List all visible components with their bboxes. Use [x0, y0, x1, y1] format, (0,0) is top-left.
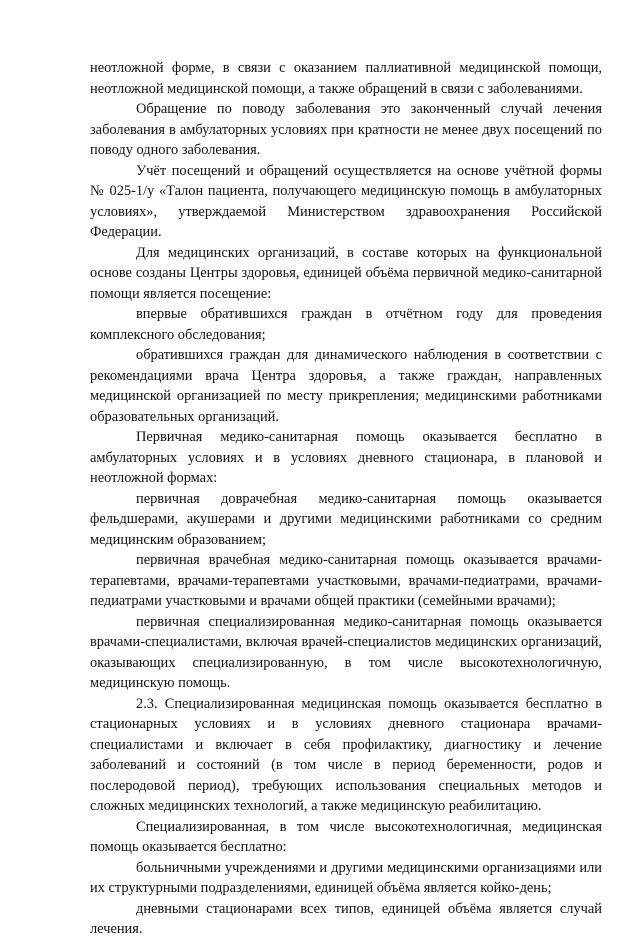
paragraph-physician-care: первичная врачебная медико-санитарная помощь оказывается врачами-терапевтами, врачами-терапевтами участковыми, врачами-педиатрами, врачами-педиатрами участковыми и врачами общей практики (семейными врачами);	[90, 552, 602, 609]
paragraph-day-hospitals: дневными стационарами всех типов, единицей объёма является случай лечения.	[90, 900, 602, 937]
paragraph-dynamic-observation: обратившихся граждан для динамического наблюдения в соответствии с рекомендациями врача Центра здоровья, а также граждан, направленных медицинской организацией по месту прикрепления; медицинскими работниками образовательных организаций.	[90, 347, 602, 425]
paragraph-case-definition: Обращение по поводу заболевания это законченный случай лечения заболевания в амбулаторных условиях при кратности не менее двух посещений по поводу одного заболевания.	[90, 101, 602, 158]
paragraph-pre-physician-care: первичная доврачебная медико-санитарная помощь оказывается фельдшерами, акушерами и другими медицинскими работниками со средним медицинским образованием;	[90, 490, 602, 548]
paragraph-primary-care: Первичная медико-санитарная помощь оказывается бесплатно в амбулаторных условиях и в условиях дневного стационара, в плановой и неотложной формах:	[90, 429, 602, 486]
paragraph-specialized-primary-care: первичная специализированная медико-санитарная помощь оказывается врачами-специалистами, включая врачей-специалистов медицинских организаций, оказывающих специализированную, в том числе высокотехнологичную, медицинскую помощь.	[90, 613, 602, 691]
paragraph-health-centers: Для медицинских организаций, в составе которых на функциональной основе созданы Центры здоровья, единицей объёма первичной медико-санитарной помощи является посещение:	[90, 244, 602, 302]
paragraph-high-tech-care: Специализированная, в том числе высокотехнологичная, медицинская помощь оказывается бесплатно:	[90, 818, 602, 855]
paragraph-accounting-form: Учёт посещений и обращений осуществляется на основе учётной формы № 025-1/у «Талон пациента, получающего медицинскую помощь в амбулаторных условиях», утверждаемой Министерством здравоохранения Российской Федерации.	[90, 162, 602, 240]
paragraph-hospitals: больничными учреждениями и другими медицинскими организациями или их структурными подразделениями, единицей объёма является койко-день;	[90, 859, 602, 896]
paragraph-continuation: неотложной форме, в связи с оказанием паллиативной медицинской помощи, неотложной медицинской помощи, а также обращений в связи с заболеваниями.	[90, 60, 602, 97]
paragraph-section-2-3: 2.3. Специализированная медицинская помощь оказывается бесплатно в стационарных условиях и в условиях дневного стационара врачами-специалистами и включает в себя профилактику, диагностику и лечение заболеваний и состояний (в том числе в период беременности, родов и послеродовой период), требующих использования специальных методов и сложных медицинских технологий, а также медицинскую реабилитацию.	[90, 695, 602, 814]
paragraph-first-visit: впервые обратившихся граждан в отчётном году для проведения комплексного обследования;	[90, 306, 602, 343]
document-page	[90, 58, 602, 940]
